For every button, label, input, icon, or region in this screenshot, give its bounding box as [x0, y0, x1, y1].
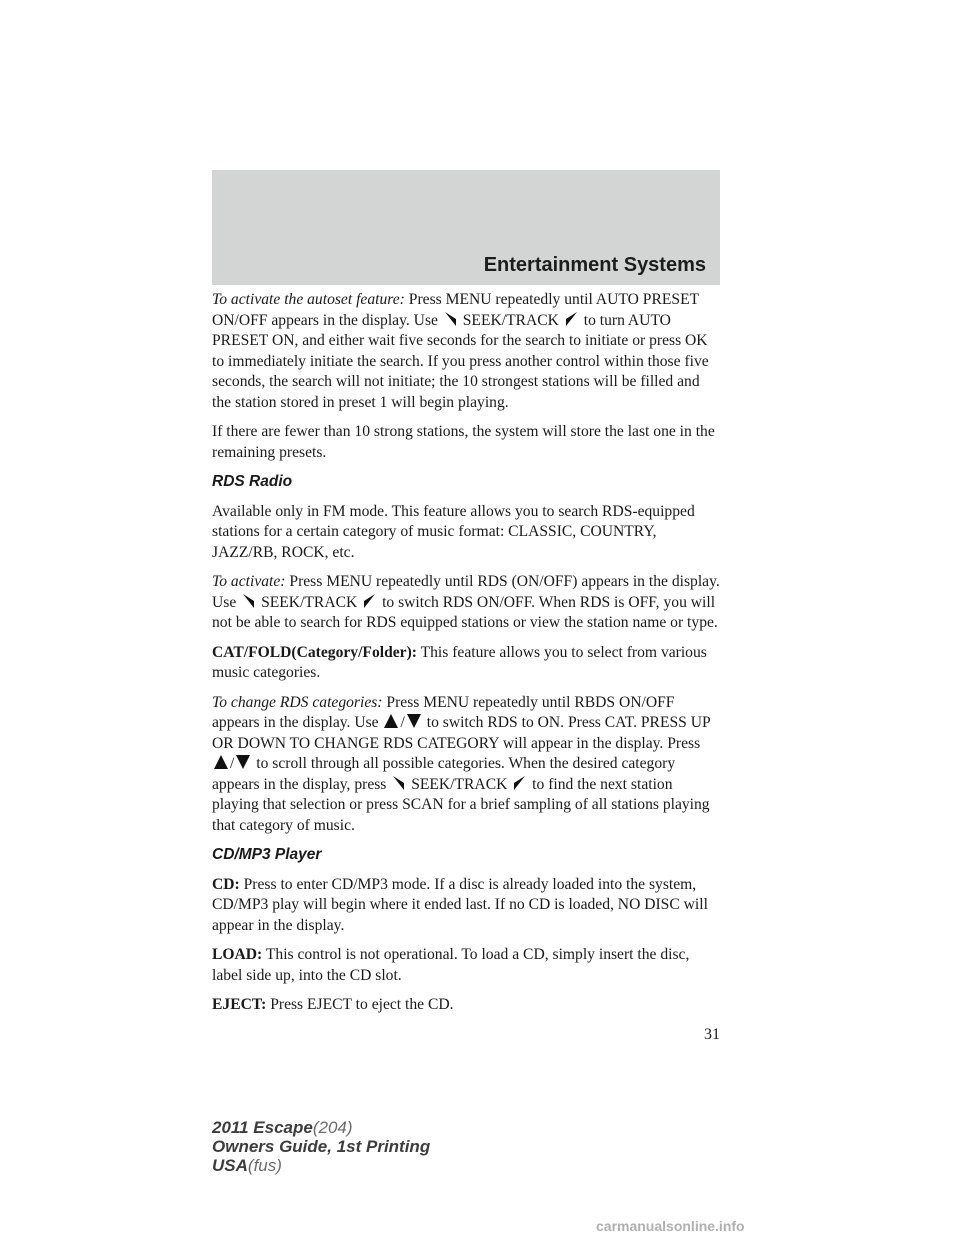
eject-lead: EJECT: [212, 996, 267, 1013]
down-arrow-icon [407, 714, 421, 728]
eject-paragraph [212, 995, 722, 1016]
rds-activate-text-c: to switch RDS ON/OFF. When RDS is OFF, you will not be able to search for RDS equipped stations or view the station name or type. [212, 593, 718, 631]
cat-fold-lead: CAT/FOLD(Category/Folder): [212, 643, 417, 661]
seek-back-icon [392, 776, 405, 790]
seek-back-icon [444, 312, 457, 326]
watermark: carmanualsonline.info [596, 1218, 745, 1234]
load-lead: LOAD: [212, 946, 263, 963]
change-categories-paragraph [212, 693, 722, 837]
seek-track-label: SEEK/TRACK [411, 775, 508, 793]
seek-track-label: SEEK/TRACK [261, 593, 358, 611]
change-text-b: to switch RDS to ON. Press CAT. PRESS UP OR DOWN TO CHANGE RDS CATEGORY will appear in the display. Press [212, 714, 711, 752]
document-footer [212, 1118, 430, 1175]
rds-activate-text-a: Press MENU repeatedly until RDS (ON/OFF) appears in the display. Use [212, 573, 720, 611]
footer-line-1 [212, 1118, 430, 1137]
autoset-text-c: to turn AUTO PRESET ON, and either wait five seconds for the search to initiate or press OK to immediately initiate the search. If you press another control within those five seconds, the search will not initiate; the 10 strongest stations will be filled and the station stored in preset 1 will begin playing. [212, 311, 709, 411]
cd-paragraph [212, 875, 722, 937]
section-title: Entertainment Systems [483, 254, 706, 276]
change-text-c: to scroll through all possible categories. When the desired category appears in the display, press [212, 755, 676, 793]
cd-mp3-heading: CD/MP3 Player [212, 846, 322, 863]
seek-forward-icon [513, 776, 526, 790]
change-categories-lead: To change RDS categories: [212, 693, 383, 711]
up-arrow-icon [214, 755, 228, 769]
rds-activate-paragraph [212, 572, 722, 634]
change-text-a: Press MENU repeatedly until RBDS ON/OFF appears in the display. Use [212, 693, 675, 731]
cd-text: Press to enter CD/MP3 mode. If a disc is already loaded into the system, CD/MP3 play will begin where it ended last. If no CD is loaded, NO DISC will appear in the display. [212, 875, 708, 934]
cd-lead: CD: [212, 875, 240, 893]
slash: / [230, 755, 235, 772]
seek-back-icon [242, 594, 255, 608]
fewer-stations-paragraph: If there are fewer than 10 strong stations, the system will store the last one in the remaining presets. [212, 423, 715, 461]
page-number: 31 [704, 1026, 720, 1043]
rds-activate-lead: To activate: [212, 573, 286, 590]
seek-forward-icon [565, 312, 578, 326]
autoset-lead: To activate the autoset feature: [212, 291, 405, 308]
load-text: This control is not operational. To load a CD, simply insert the disc, label side up, into the CD slot. [212, 946, 690, 984]
footer-model-code: (204) [312, 1118, 353, 1137]
cat-fold-paragraph [212, 643, 722, 684]
footer-line-2: Owners Guide, 1st Printing [212, 1137, 431, 1156]
autoset-paragraph [212, 290, 722, 413]
load-paragraph [212, 945, 722, 986]
footer-market: USA [212, 1156, 248, 1175]
section-header [212, 170, 720, 285]
footer-line-3 [212, 1156, 430, 1175]
footer-market-code: (fus) [247, 1156, 282, 1175]
footer-model: 2011 Escape [212, 1118, 313, 1137]
page-body [212, 290, 722, 1025]
eject-text: Press EJECT to eject the CD. [270, 996, 454, 1013]
seek-forward-icon [363, 594, 376, 608]
cat-fold-text: This feature allows you to select from various music categories. [212, 643, 707, 681]
slash: / [400, 714, 405, 731]
autoset-text-a: Press MENU repeatedly until AUTO PRESET ON/OFF appears in the display. Use [212, 291, 699, 329]
seek-track-label: SEEK/TRACK [462, 311, 559, 329]
up-arrow-icon [384, 714, 398, 728]
change-text-e: to find the next station playing that selection or press SCAN for a brief sampling of all stations playing that category of music. [212, 775, 710, 834]
rds-heading: RDS Radio [212, 473, 293, 490]
rds-intro: Available only in FM mode. This feature allows you to search RDS-equipped stations for a certain category of music format: CLASSIC, COUNTRY, JAZZ/RB, ROCK, etc. [212, 502, 695, 561]
down-arrow-icon [236, 755, 250, 769]
